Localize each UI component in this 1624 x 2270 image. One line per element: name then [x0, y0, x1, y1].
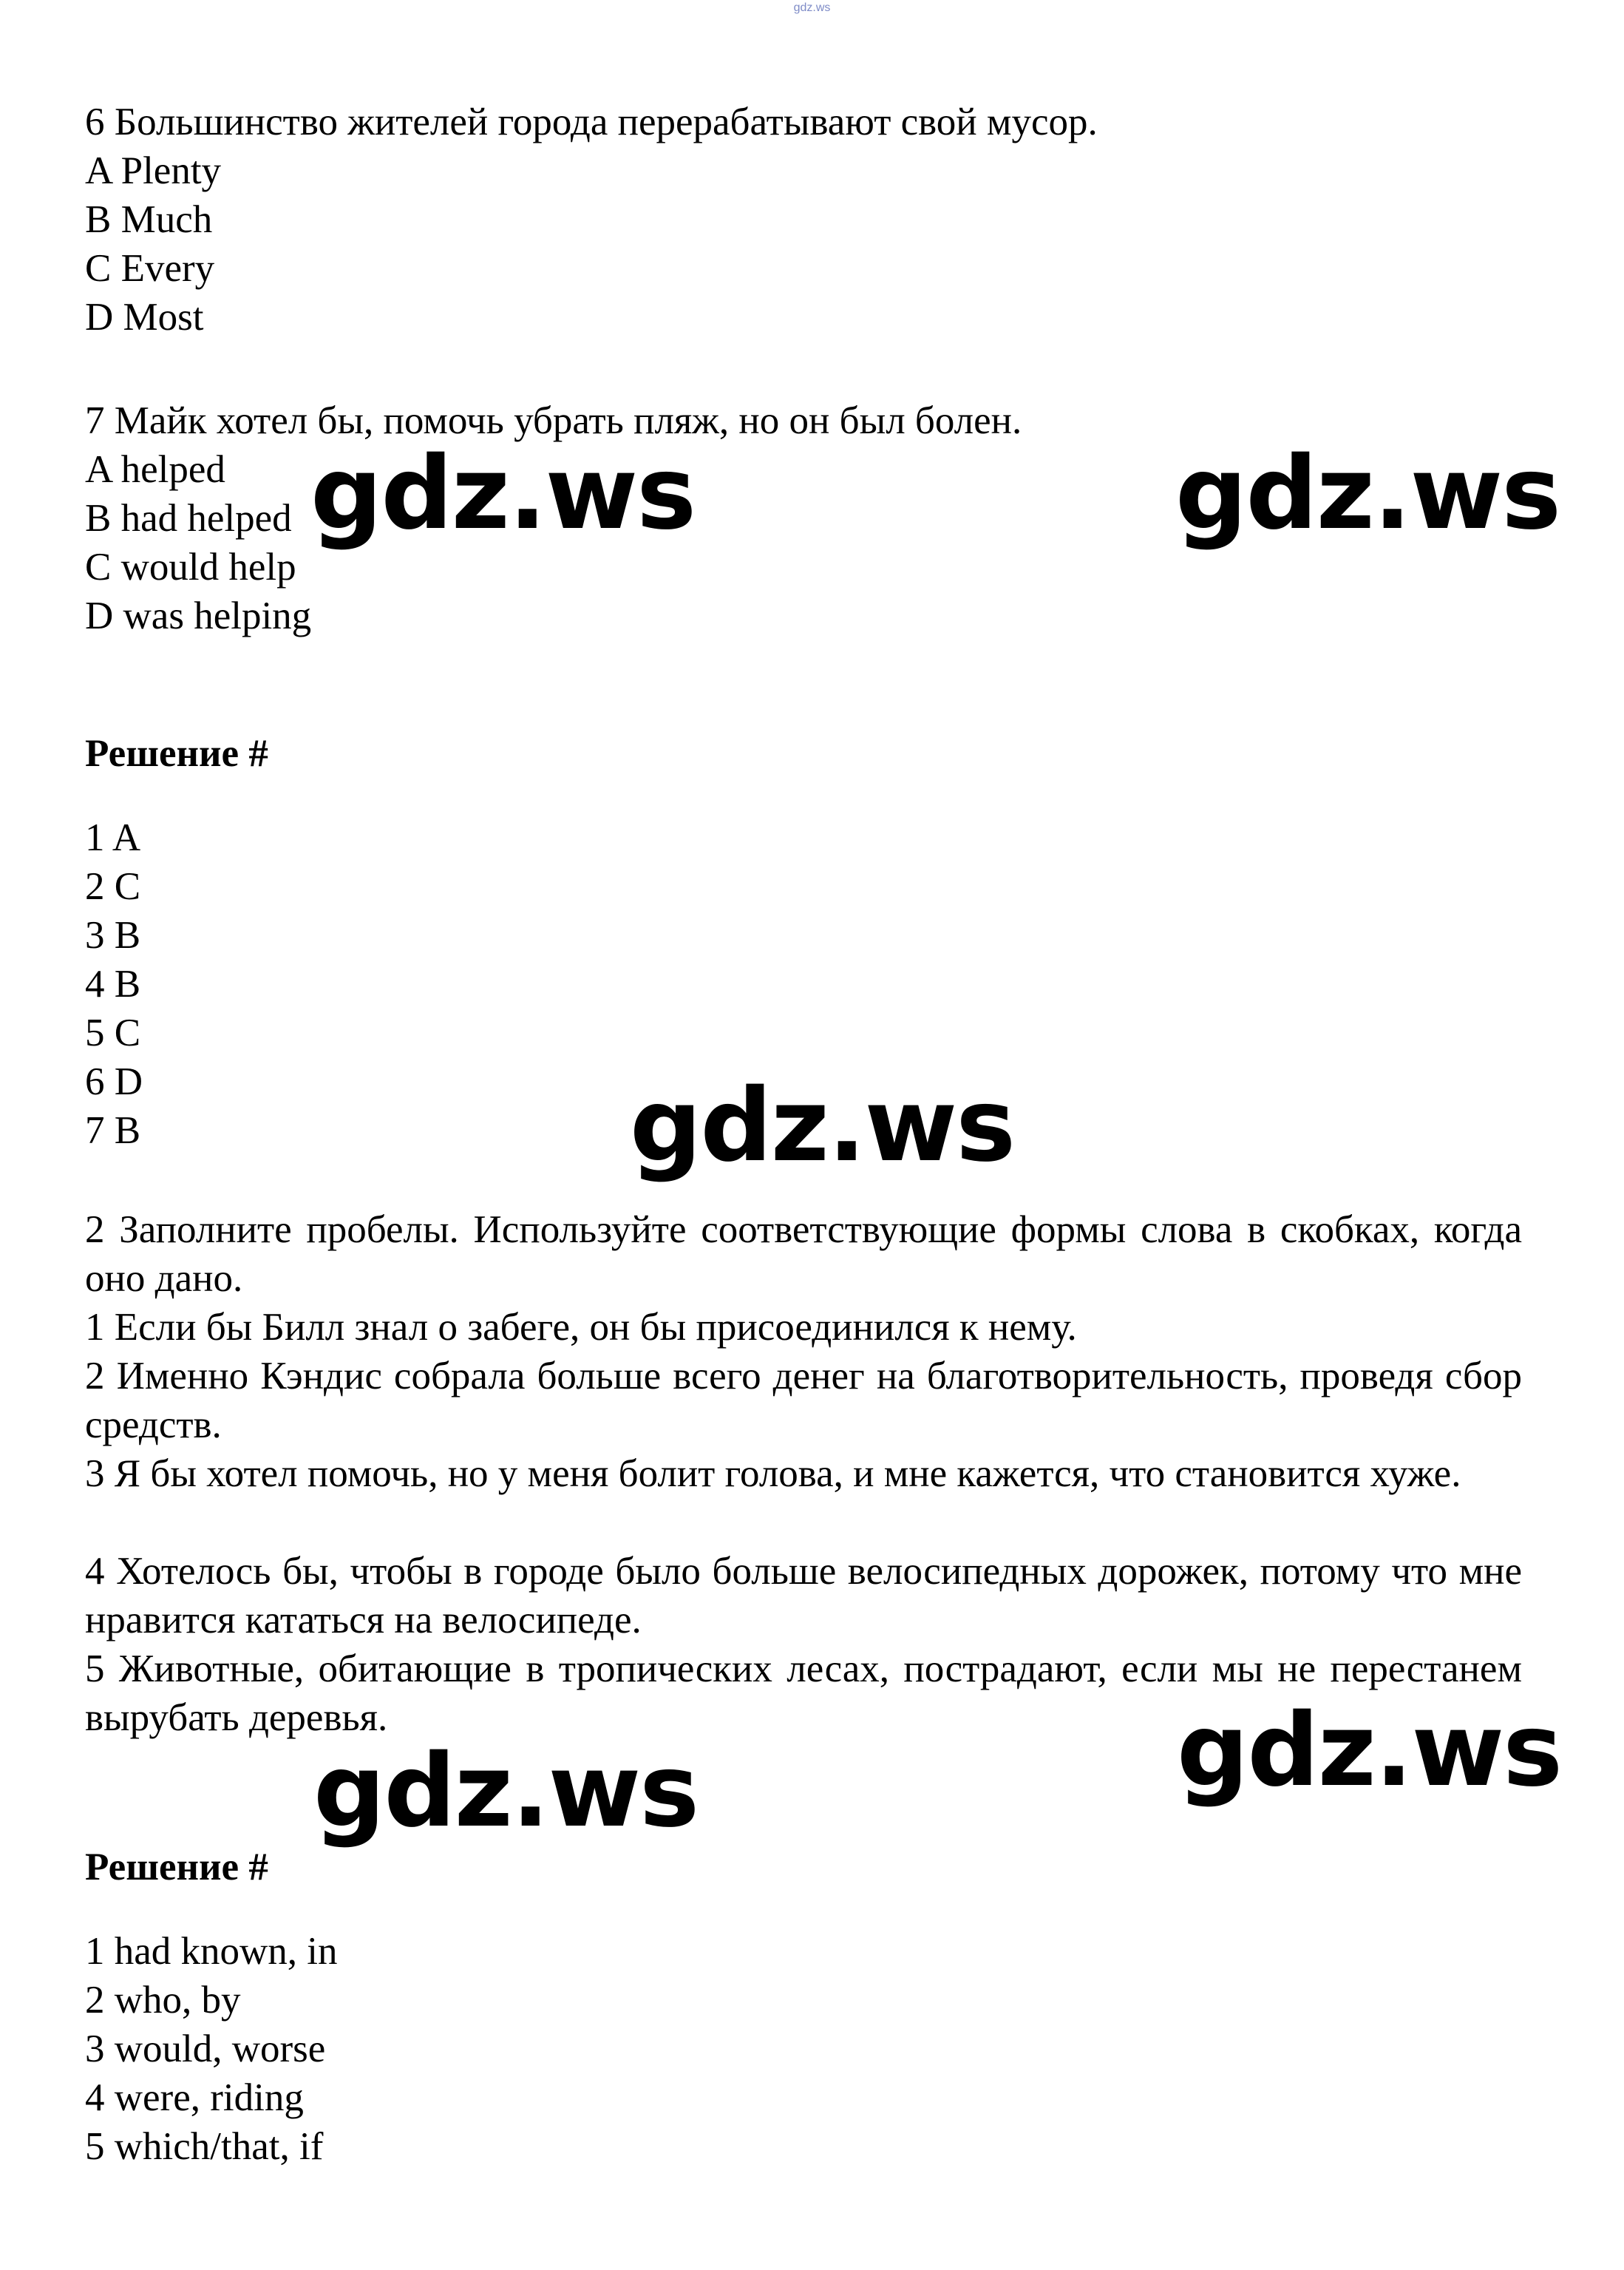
watermark: gdz.ws [1177, 1693, 1562, 1809]
task-2-item: 5 Животные, обитающие в тропических лесах, пострадают, если мы не перестанем вырубать деревья. [85, 1647, 1522, 1739]
watermark: gdz.ws [1175, 436, 1560, 552]
question-7-option-c: C would help [85, 546, 296, 589]
solution-2-answer: 3 would, worse [85, 2027, 326, 2070]
question-6-option-d: D Most [85, 296, 204, 339]
question-6-option-b: B Much [85, 198, 213, 241]
solution-1-answer: 5 C [85, 1012, 141, 1054]
watermark: gdz.ws [313, 1733, 699, 1850]
solution-1-answer: 2 C [85, 865, 141, 908]
solution-1-answer: 4 B [85, 963, 141, 1006]
question-6-option-c: C Every [85, 247, 215, 290]
task-2-item: 1 Если бы Билл знал о забеге, он бы присоединился к нему. [85, 1306, 1077, 1349]
solution-1-answer: 7 B [85, 1109, 141, 1152]
question-7-option-b: B had helped [85, 497, 292, 540]
question-6-prompt: 6 Большинство жителей города перерабатывают свой мусор. [85, 101, 1098, 143]
solution-2-answer: 2 who, by [85, 1979, 241, 2022]
task-2-item: 2 Именно Кэндис собрала больше всего денег на благотворительность, проведя сбор средств. [85, 1355, 1522, 1446]
header-watermark: gdz.ws [793, 1, 831, 14]
task-2-item: 4 Хотелось бы, чтобы в городе было больше велосипедных дорожек, потому что мне нравится кататься на велосипеде. [85, 1550, 1522, 1641]
solution-2-answer: 1 had known, in [85, 1930, 338, 1973]
watermark: gdz.ws [310, 436, 696, 552]
question-6-option-a: A Plenty [85, 149, 222, 192]
solution-1-answer: 6 D [85, 1060, 143, 1103]
solution-1-answer: 3 B [85, 914, 141, 957]
question-7-prompt: 7 Майк хотел бы, помочь убрать пляж, но он был болен. [85, 399, 1022, 442]
task-2-intro: 2 Заполните пробелы. Используйте соответствующие формы слова в скобках, когда оно дано. [85, 1208, 1522, 1300]
solution-2-heading: Решение # [85, 1846, 268, 1888]
question-7-option-a: A helped [85, 448, 225, 491]
solution-1-answer: 1 A [85, 816, 141, 859]
question-7-option-d: D was helping [85, 594, 312, 637]
solution-2-answer: 5 which/that, if [85, 2125, 324, 2168]
solution-2-answer: 4 were, riding [85, 2076, 304, 2119]
task-2-item: 3 Я бы хотел помочь, но у меня болит голова, и мне кажется, что становится хуже. [85, 1452, 1461, 1495]
watermark: gdz.ws [630, 1068, 1015, 1185]
solution-1-heading: Решение # [85, 732, 268, 775]
